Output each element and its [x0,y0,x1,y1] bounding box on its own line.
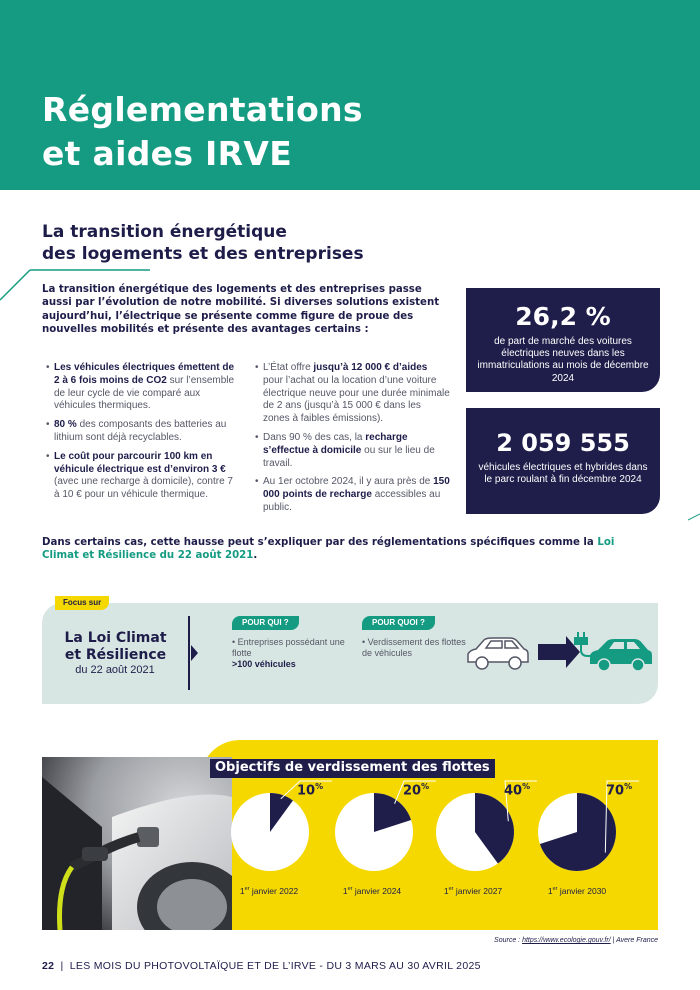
who-text: • Entreprises possédant une flotte >100 véhicules [232,637,345,669]
benefits-list-right [255,362,450,521]
car-transition-illustration [462,628,662,676]
tag-who: POUR QUI ? [232,616,299,630]
section-title-line2: des logements et des entreprises [42,244,364,264]
pie-label-2022: 10% [297,782,324,799]
list-item: • Dans 90 % des cas, la recharge s’effectue à domicile ou sur le lieu de travail. [255,432,450,470]
page-header [0,0,700,190]
stat-value: 26,2 % [515,302,611,331]
list-item: • L’État offre jusqu’à 12 000 € d’aides pour l’achat ou la location d’une voiture électrique neuve pour une durée minimale de 2 ans (jusqu’à 15 000 € dans les zones à faibles émissions). [255,362,450,426]
footer-dates: - DU 3 MARS AU 30 AVRIL 2025 [316,960,481,972]
stat-value: 2 059 555 [496,429,630,457]
section-title [42,221,364,265]
section-title-line1: La transition énergétique [42,222,287,242]
stat-box-vehicle-count [466,408,660,514]
footer-title: LES MOIS DU PHOTOVOLTAÏQUE ET DE L’IRVE [69,960,317,972]
list-item: • Au 1er octobre 2024, il y aura près de 150 000 points de recharge accessibles au public. [255,476,450,514]
stat-description: de part de marché des voitures électriques neuves dans les immatriculations au mois de décembre 2024 [477,336,649,384]
objectives-title: Objectifs de verdissement des flottes [210,759,495,778]
arrow-divider-icon [186,614,200,692]
source-note: Source : https://www.ecologie.gouv.fr/ | Avere France [494,937,658,944]
pie-label-2024: 20% [403,782,430,799]
page-footer: 22 | LES MOIS DU PHOTOVOLTAÏQUE ET DE L’IRVE - DU 3 MARS AU 30 AVRIL 2025 [42,960,481,972]
page-number: 22 [42,960,55,972]
pie-date-2024: 1er janvier 2024 [342,886,402,896]
law-title: La Loi Climat et Résilience [64,630,167,663]
pie-date-2030: 1er janvier 2030 [547,886,607,896]
benefits-list-left [46,362,236,508]
source-link[interactable]: https://www.ecologie.gouv.fr/ [522,937,611,944]
page-title-line1: Réglementations [42,90,363,129]
stat-description: véhicules électriques et hybrides dans le parc roulant à fin décembre 2024 [478,462,648,486]
list-item: • 80 % des composants des batteries au lithium sont déjà recyclables. [46,419,236,445]
stat-box-market-share [466,288,660,392]
focus-badge: Focus sur [55,596,109,610]
page-title [42,88,363,176]
list-item: • Le coût pour parcourir 100 km en véhicule électrique est d’environ 3 € (avec une recharge à domicile), contre 7 à 10 € pour un véhicule thermique. [46,451,236,502]
pie-label-2030: 70% [606,782,633,799]
pie-label-2027: 40% [504,782,531,799]
intro-paragraph: La transition énergétique des logements et des entreprises passe aussi par l’évolution de notre mobilité. Si diverses solutions existent aujourd’hui, l’électrique se présente comme figure de proue des nouvelles mobilités et présente des avantages certains : [42,284,440,336]
why-text: • Verdissement des flottes de véhicules [362,637,466,658]
tag-why: POUR QUOI ? [362,616,435,630]
law-link-text: Loi Climat et Résilience du 22 août 2021 [42,537,615,562]
list-item: • Les véhicules électriques émettent de 2 à 6 fois moins de CO2 sur l’ensemble de leur cycle de vie comparé aux véhicules thermiques. [46,362,236,413]
thermal-car-icon [468,638,528,669]
page-title-line2: et aides IRVE [42,134,293,173]
decorative-line [688,512,700,522]
pie-date-2027: 1er janvier 2027 [443,886,503,896]
electric-car-icon [590,639,652,671]
pie-date-2022: 1er janvier 2022 [239,886,299,896]
conclusion-paragraph: Dans certains cas, cette hausse peut s’expliquer par des réglementations spécifiques comme la Loi Climat et Résilience du 22 août 2021. [42,537,615,562]
arrow-right-icon [538,636,580,668]
law-date: du 22 août 2021 [75,664,155,676]
